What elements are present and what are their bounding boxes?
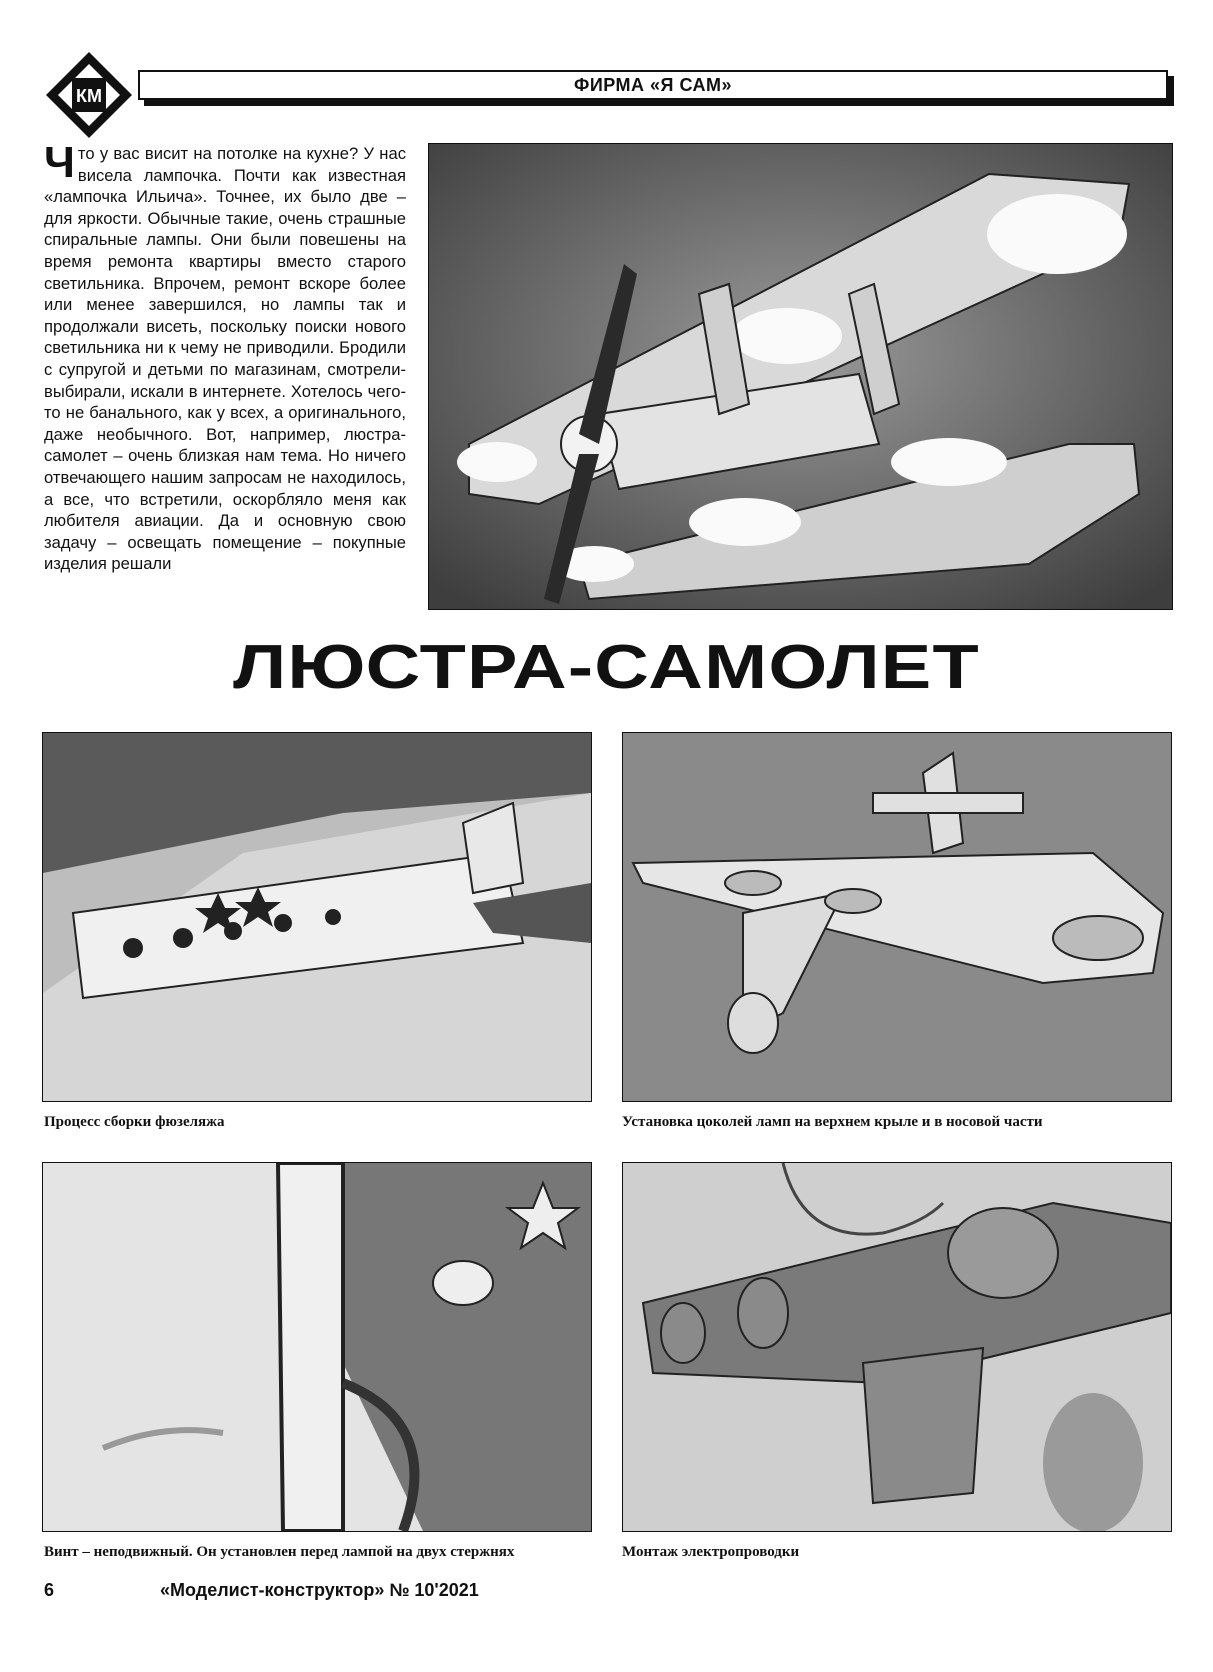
photo-lamp-sockets — [622, 732, 1172, 1102]
article-title: ЛЮСТРА-САМОЛЕТ — [233, 633, 980, 702]
svg-text:КМ: КМ — [76, 86, 102, 106]
magazine-logo — [44, 50, 134, 140]
section-header — [138, 70, 1168, 100]
caption-wiring: Монтаж электропроводки — [622, 1544, 800, 1560]
photo-propeller — [42, 1162, 592, 1532]
photo-wiring — [622, 1162, 1172, 1532]
photo-fuselage-assembly — [42, 732, 592, 1102]
photo-chandelier — [428, 143, 1173, 610]
section-title: ФИРМА «Я САМ» — [573, 74, 733, 95]
article-paragraph: то у вас висит на потолке на кухне? У нас висела лампочка. Почти как известная «лампочка Ильича». Точнее, их было две – для яркости. Обычные такие, очень страшные спиральные лампы. Они были повешены на время ремонта квартиры вместо старого светильника. Впрочем, ремонт вскоре более или менее завершился, но лампы так и продолжали висеть, поскольку поиски нового светильника ни к чему не приводили. Бродили с супругой и детьми по магазинам, смотрели-выбирали, искали в интернете. Хотелось чего-то не банального, как у всех, а оригинального, даже необычного. Вот, например, люстра-самолет – очень близкая нам тема. Но ничего отвечающего нашим запросам не находилось, а все, что встретили, оскорбляло меня как любителя авиации. Да и основную свою задачу – освещать помещение – покупные изделия решали — [44, 144, 406, 574]
drop-cap: Ч — [44, 138, 75, 187]
page-number: 6 — [44, 1580, 55, 1600]
magazine-issue: «Моделист-конструктор» № 10'2021 — [160, 1580, 479, 1600]
caption-fuselage: Процесс сборки фюзеляжа — [44, 1114, 225, 1130]
caption-lamp-sockets: Установка цоколей ламп на верхнем крыле и в носовой части — [622, 1114, 1043, 1130]
article-text — [44, 138, 406, 575]
caption-propeller: Винт – неподвижный. Он установлен перед лампой на двух стержнях — [44, 1544, 515, 1560]
